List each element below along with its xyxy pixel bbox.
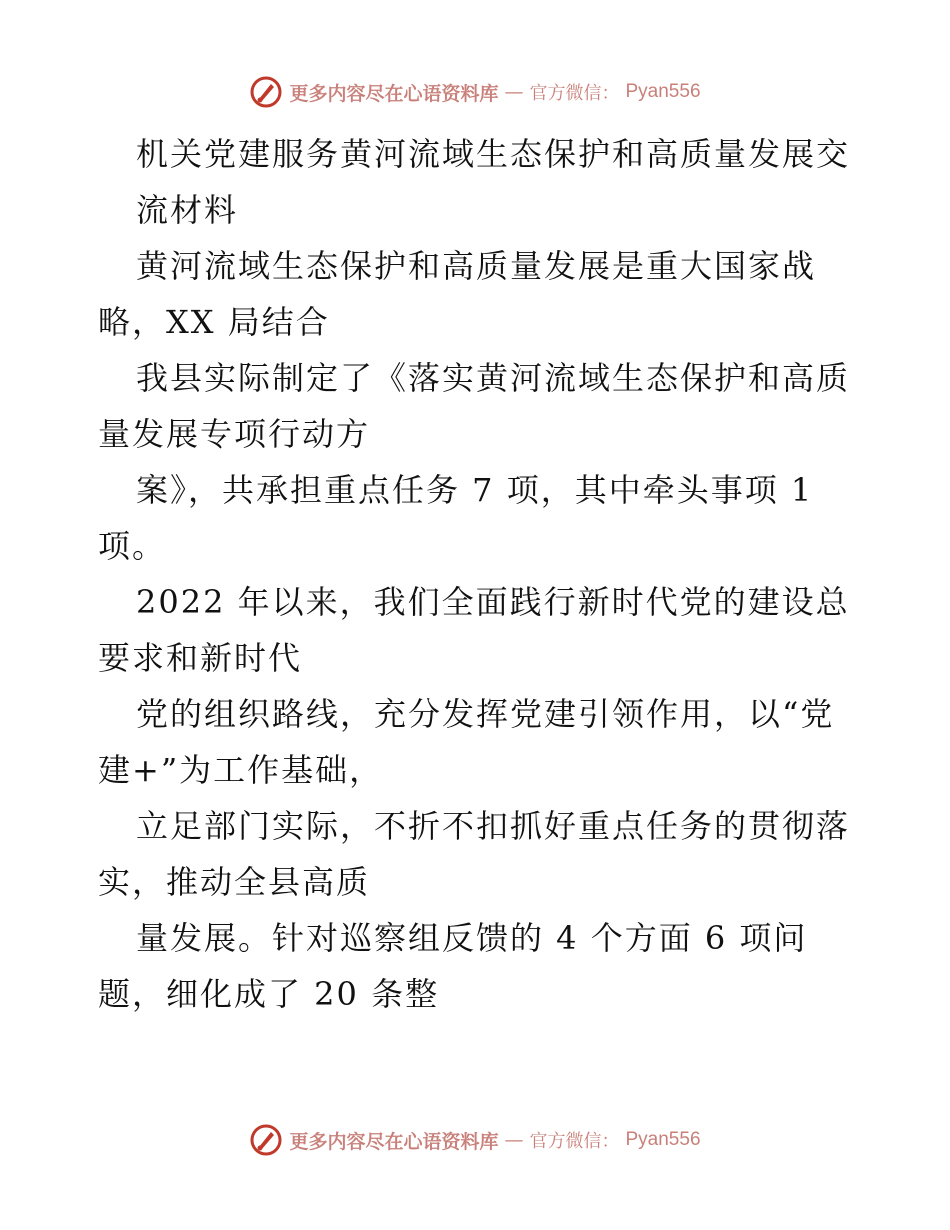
text-line: 机关党建服务黄河流域生态保护和高质量发展交 bbox=[136, 135, 851, 173]
watermark-separator: — bbox=[504, 1129, 524, 1151]
document-body bbox=[98, 126, 858, 1022]
text-line: 项。 bbox=[98, 527, 167, 565]
quill-logo-icon bbox=[249, 1123, 283, 1157]
footer-watermark bbox=[0, 1120, 950, 1160]
watermark-text: 更多内容尽在心语资料库 bbox=[289, 82, 499, 105]
watermark-wechat-label: 官方微信： bbox=[529, 1131, 620, 1152]
text-line: 量发展专项行动方 bbox=[98, 415, 371, 453]
text-line: 实，推动全县高质 bbox=[98, 863, 371, 901]
text-line: 略，XX 局结合 bbox=[98, 303, 330, 341]
watermark-separator: — bbox=[504, 81, 524, 103]
watermark-wechat-id: Pyan556 bbox=[625, 1129, 701, 1150]
text-line: 党的组织路线，充分发挥党建引领作用，以“党 bbox=[136, 695, 835, 733]
text-line: 立足部门实际，不折不扣抓好重点任务的贯彻落 bbox=[136, 807, 851, 845]
text-line: 案》，共承担重点任务 7 项，其中牵头事项 1 bbox=[136, 471, 814, 509]
text-line: 我县实际制定了《落实黄河流域生态保护和高质 bbox=[136, 359, 851, 397]
text-line: 流材料 bbox=[136, 191, 239, 229]
text-line: 黄河流域生态保护和高质量发展是重大国家战 bbox=[136, 247, 817, 285]
quill-logo-icon bbox=[249, 75, 283, 109]
watermark-wechat-id: Pyan556 bbox=[625, 81, 701, 102]
text-line: 题，细化成了 20 条整 bbox=[98, 975, 440, 1013]
watermark-wechat-label: 官方微信： bbox=[529, 83, 620, 104]
text-line: 建+”为工作基础， bbox=[98, 751, 384, 789]
watermark-text: 更多内容尽在心语资料库 bbox=[289, 1130, 499, 1153]
text-line: 2022 年以来，我们全面践行新时代党的建设总 bbox=[136, 583, 850, 621]
text-line: 量发展。针对巡察组反馈的 4 个方面 6 项问 bbox=[136, 919, 808, 957]
text-line: 要求和新时代 bbox=[98, 639, 303, 677]
header-watermark bbox=[0, 72, 950, 112]
